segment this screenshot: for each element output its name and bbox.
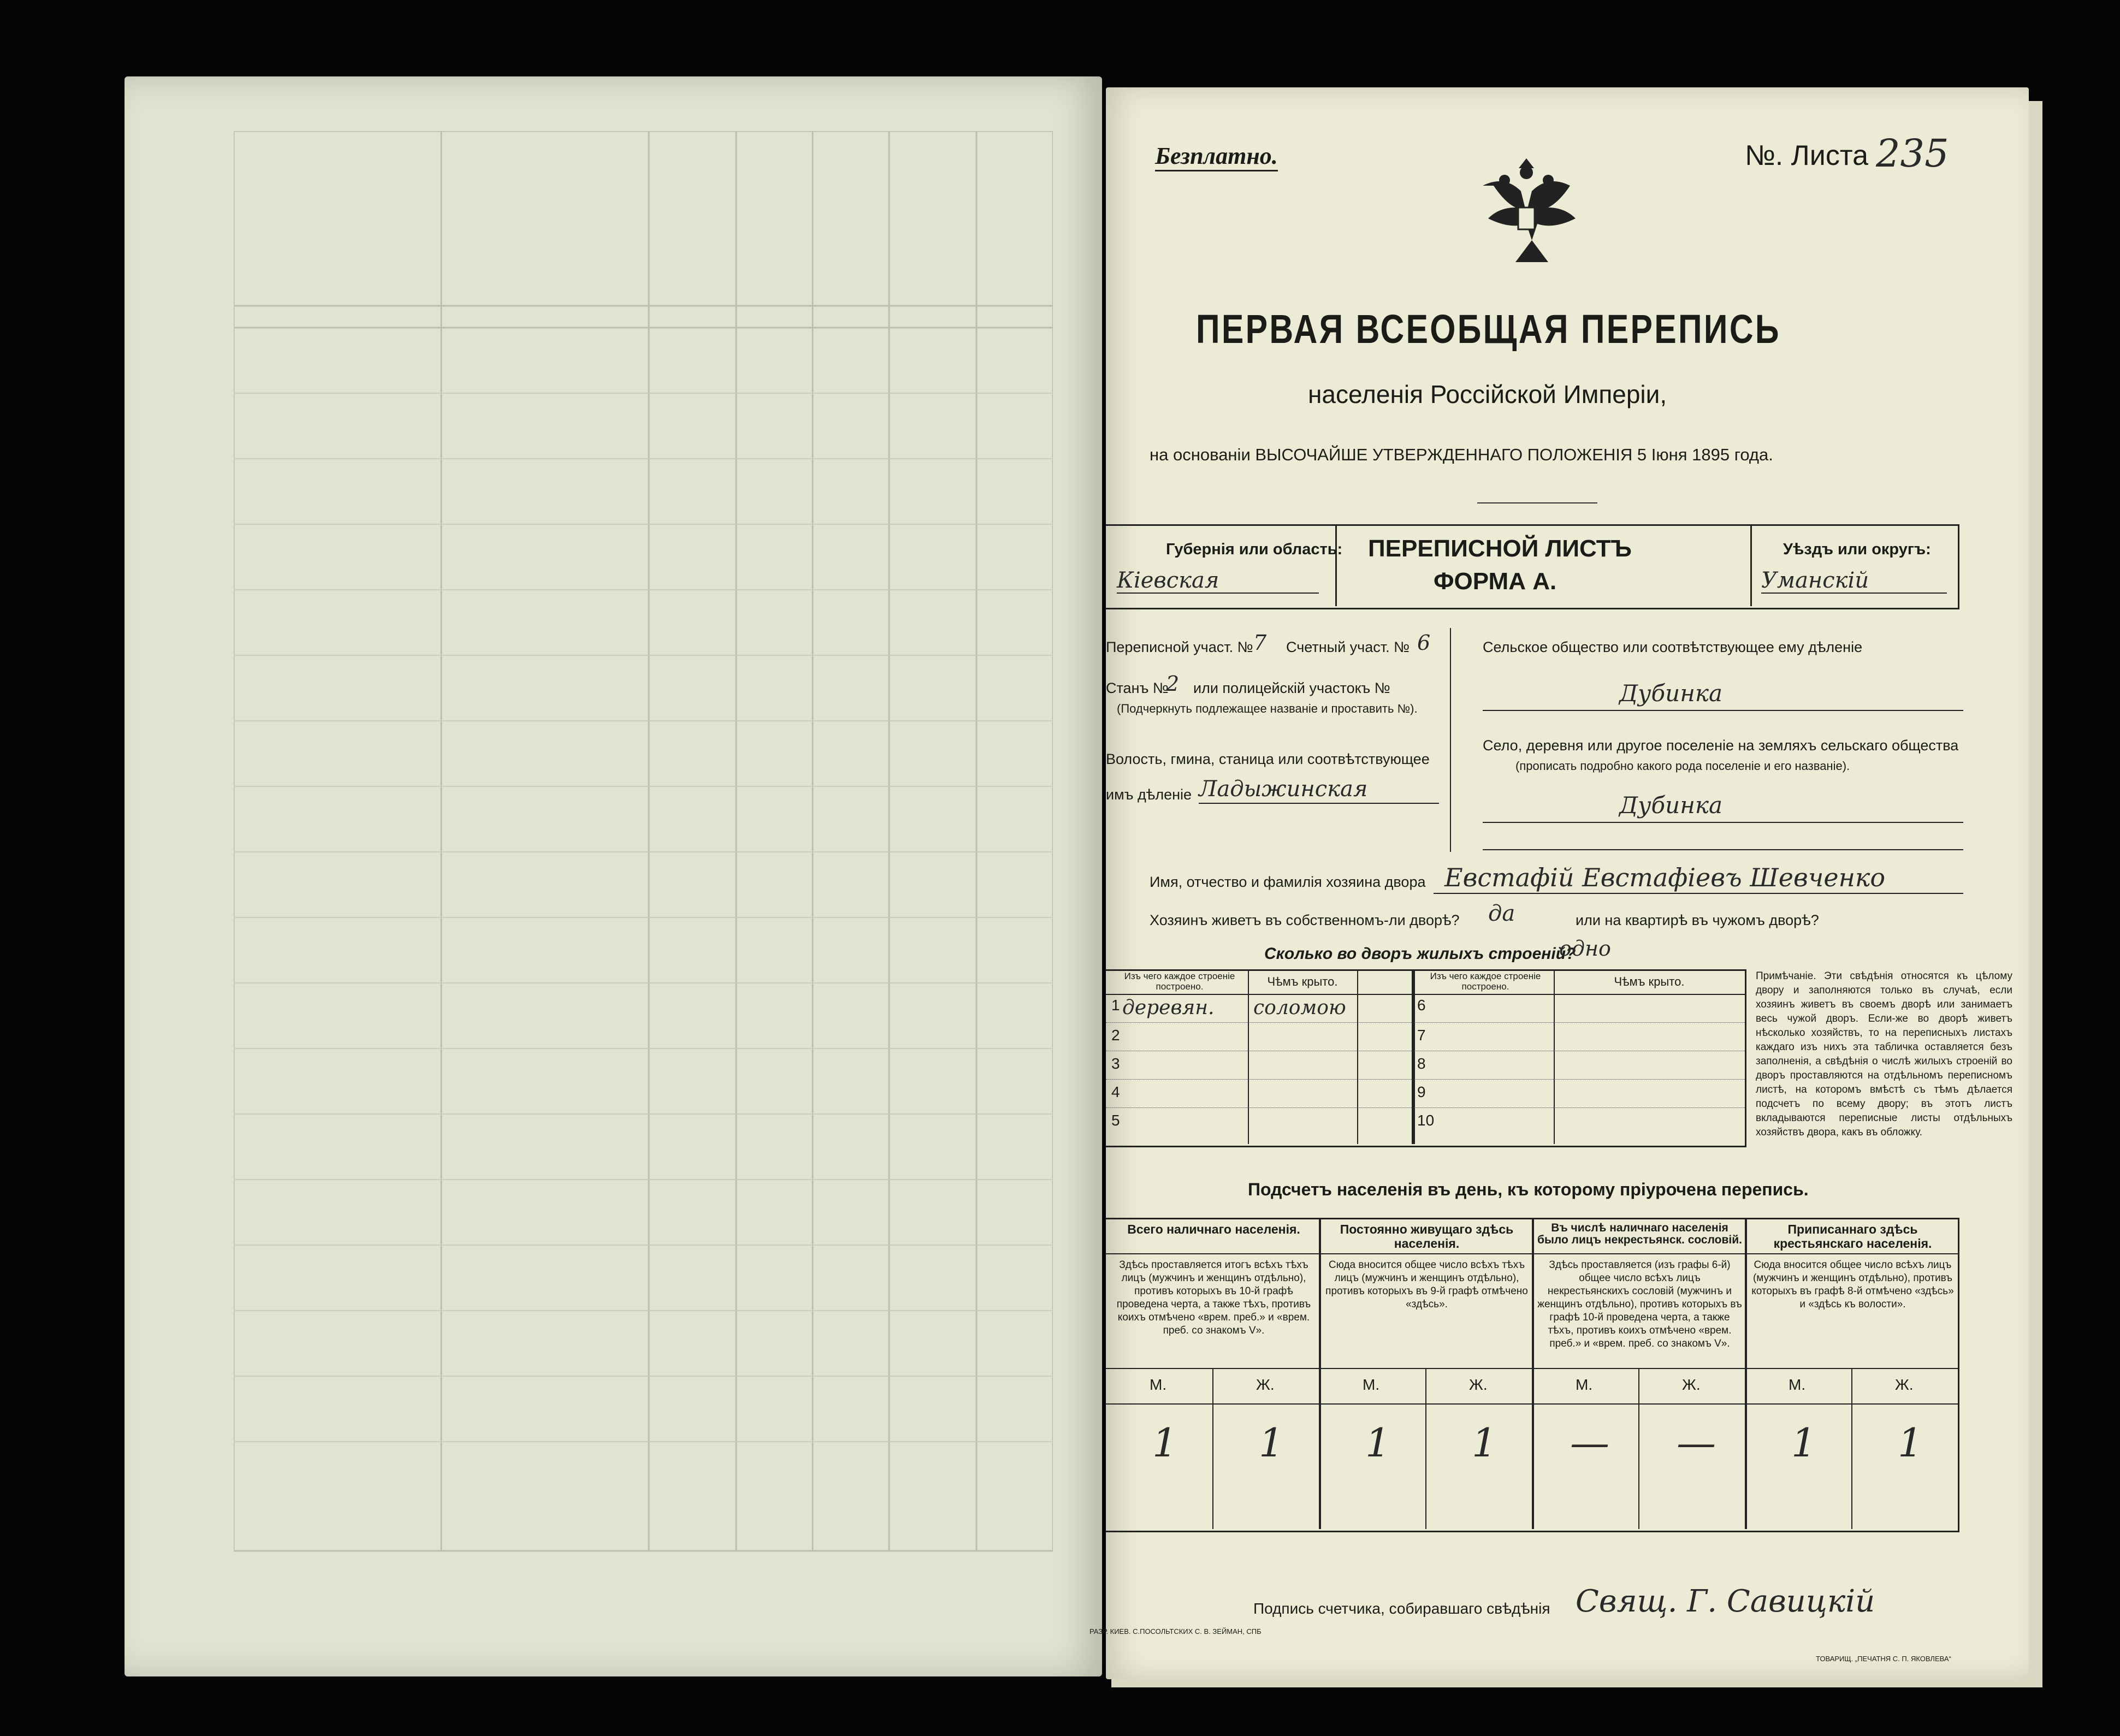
f-label-2: Ж. [1469, 1376, 1488, 1393]
stan-note: (Подчеркнуть подлежащее названіе и проставить №). [1117, 702, 1418, 715]
row-6-number: 6 [1417, 997, 1426, 1014]
printer-left: РАЗР. КИЕВ. С.ПОСОЛЬТСКИХ С. В. ЗЕЙМАН, СПБ [1089, 1627, 1262, 1636]
sheet-number-label: №. Листа [1745, 140, 1869, 171]
lives-value: да [1488, 901, 1515, 926]
stan-value: 2 [1166, 672, 1180, 696]
row-4-number: 4 [1111, 1083, 1120, 1100]
page-subtitle: населенія Россійской Имперіи, [1308, 380, 1667, 408]
buildings-value: одно [1559, 937, 1611, 961]
row-3-number: 3 [1111, 1055, 1120, 1072]
sheet-number-value: 235 [1876, 131, 1949, 176]
left-page [125, 76, 1102, 1676]
row-9-number: 9 [1417, 1083, 1426, 1100]
volost-label-2: имъ дѣленіе [1106, 786, 1192, 803]
lives-label: Хозяинъ живетъ въ собственномъ-ли дворѣ? [1150, 912, 1460, 928]
society-label: Сельское общество или соотвѣтствующее ему дѣленіе [1483, 639, 1863, 655]
m-label-2: М. [1363, 1376, 1380, 1393]
row-5-number: 5 [1111, 1112, 1120, 1129]
count-col-3-head: Въ числѣ наличнаго населенія было лицъ некрестьянск. сословій. [1537, 1222, 1742, 1246]
count-col-4-desc: Сюда вносится общее число всѣхъ лицъ (мужчинъ и женщинъ отдѣльно), противъ которыхъ въ графѣ 8-й отмѣчено «здѣсь» и «здѣсь къ волости». [1751, 1259, 1954, 1310]
signature-value: Свящ. Г. Савицкій [1576, 1584, 1875, 1619]
row-8-number: 8 [1417, 1055, 1426, 1072]
lives-or-label: или на квартирѣ въ чужомъ дворѣ? [1576, 912, 1819, 928]
bleed-through-table [234, 131, 1053, 1605]
ornament-divider [1477, 502, 1597, 503]
count-col-1-head: Всего наличнаго населенія. [1127, 1222, 1300, 1236]
row-7-number: 7 [1417, 1027, 1426, 1044]
double-headed-eagle-emblem [1466, 147, 1586, 268]
page-title: ПЕРВАЯ ВСЕОБЩАЯ ПЕРЕПИСЬ [1196, 306, 1781, 352]
count-section-label: Счетный участ. № [1286, 639, 1410, 655]
row-1-built: деревян. [1122, 997, 1215, 1019]
f-label-4: Ж. [1895, 1376, 1914, 1393]
count-section-title: Подсчетъ населенія въ день, къ которому пріурочена перепись. [1248, 1180, 1809, 1199]
value-peasant-m: 1 [1791, 1420, 1816, 1466]
form-subtitle: ФОРМА А. [1434, 568, 1557, 595]
census-section-label: Переписной участ. № [1106, 639, 1253, 655]
stan-label: Станъ № [1106, 680, 1169, 696]
note-text: Примѣчаніе. Эти свѣдѣнія относятся къ цѣлому двору и заполняются только въ случаѣ, если хозяинъ живетъ въ своемъ дворѣ или занимаетъ весь чужой дворъ. Если-же во дворѣ живетъ нѣсколько хозяйствъ, то на переписныхъ листахъ каждаго изъ нихъ эта табличка оставляется безъ заполненія, а свѣдѣнія о числѣ жилыхъ строеній во дворъ проставляются на отдѣльномъ переписномъ листѣ, на которомъ вмѣстѣ съ тѣмъ дѣлается подсчетъ по всему двору; въ этотъ листъ вкладываются переписные листы отдѣльныхъ хозяйствъ двора, какъ въ обложку. [1756, 970, 2012, 1138]
value-permanent-f: 1 [1472, 1420, 1497, 1466]
f-label-1: Ж. [1256, 1376, 1275, 1393]
census-section-value: 7 [1253, 631, 1267, 655]
m-label-3: М. [1576, 1376, 1593, 1393]
signature-label: Подпись счетчика, собиравшаго свѣдѣнія [1253, 1600, 1550, 1617]
value-total-f: 1 [1259, 1420, 1284, 1466]
col-built-right: Изъ чего каждое строеніе построено. [1430, 971, 1541, 992]
stan-suffix: или полицейскій участокъ № [1193, 680, 1390, 696]
free-label: Безплатно. [1155, 142, 1278, 171]
district-label: Уѣздъ или округъ: [1783, 541, 1931, 558]
value-total-m: 1 [1152, 1420, 1177, 1466]
value-nonpeasant-m: — [1570, 1420, 1609, 1466]
owner-value: Евстафій Евстафіевъ Шевченко [1444, 863, 1886, 892]
value-peasant-f: 1 [1898, 1420, 1923, 1466]
count-col-3-desc: Здѣсь проставляется (изъ графы 6-й) общее число всѣхъ лицъ некрестьянскихъ сословій (мужчинъ и женщинъ отдѣльно), противъ которыхъ въ графѣ 10-й проведена черта, а также тѣхъ, противъ коихъ отмѣчено «врем. преб.» и «врем. преб. со знакомъ V». [1537, 1259, 1742, 1349]
printer-right: ТОВАРИЩ. „ПЕЧАТНЯ С. П. ЯКОВЛЕВА“ [1816, 1655, 1951, 1663]
volost-value: Ладыжинская [1199, 777, 1368, 802]
col-built-left: Изъ чего каждое строеніе построено. [1124, 971, 1235, 992]
right-page [1089, 87, 2029, 1679]
province-label: Губернія или область: [1166, 541, 1343, 558]
count-col-1-desc: Здѣсь проставляется итогъ всѣхъ тѣхъ лицъ (мужчинъ и женщинъ отдѣльно), противъ которыхъ въ 10-й графѣ проведена черта, а также тѣхъ, противъ коихъ отмѣчено «врем. преб.» и «врем. преб. со знакомъ V». [1116, 1259, 1311, 1336]
col-roof-left: Чѣмъ крыто. [1267, 975, 1338, 988]
m-label-1: М. [1150, 1376, 1167, 1393]
village-label: Село, деревня или другое поселеніе на земляхъ сельскаго общества [1483, 737, 1959, 754]
f-label-3: Ж. [1682, 1376, 1701, 1393]
col-roof-right: Чѣмъ крыто. [1614, 975, 1685, 988]
count-col-2-head: Постоянно живущаго здѣсь населенія. [1340, 1222, 1514, 1251]
village-note: (прописать подробно какого рода поселеніе и его названіе). [1515, 759, 1850, 773]
count-section-value: 6 [1417, 631, 1431, 655]
count-col-2-desc: Сюда вносится общее число всѣхъ тѣхъ лицъ (мужчинъ и женщинъ отдѣльно), противъ которыхъ въ 9-й графѣ отмѣчено «здѣсь». [1325, 1259, 1528, 1310]
row-1-roof: соломою [1253, 997, 1346, 1019]
row-1-number: 1 [1111, 997, 1120, 1014]
legal-basis: на основаніи ВЫСОЧАЙШЕ УТВЕРЖДЕННАГО ПОЛОЖЕНІЯ 5 Іюня 1895 года. [1150, 445, 1773, 464]
count-col-4-head: Приписаннаго здѣсь крестьянскаго населенія. [1773, 1222, 1932, 1251]
society-value: Дубинка [1619, 680, 1722, 707]
village-value: Дубинка [1619, 792, 1722, 819]
row-2-number: 2 [1111, 1027, 1120, 1044]
value-permanent-m: 1 [1365, 1420, 1390, 1466]
province-value: Кіевская [1117, 568, 1219, 593]
value-nonpeasant-f: — [1677, 1420, 1716, 1466]
form-title: ПЕРЕПИСНОЙ ЛИСТЪ [1368, 535, 1632, 562]
buildings-label: Сколько во дворъ жилыхъ строеній? [1264, 945, 1576, 963]
volost-label-1: Волость, гмина, станица или соотвѣтствующее [1106, 751, 1430, 767]
district-value: Уманскій [1761, 568, 1869, 593]
m-label-4: М. [1789, 1376, 1806, 1393]
owner-label: Имя, отчество и фамилія хозяина двора [1150, 874, 1426, 890]
row-10-number: 10 [1417, 1112, 1435, 1129]
